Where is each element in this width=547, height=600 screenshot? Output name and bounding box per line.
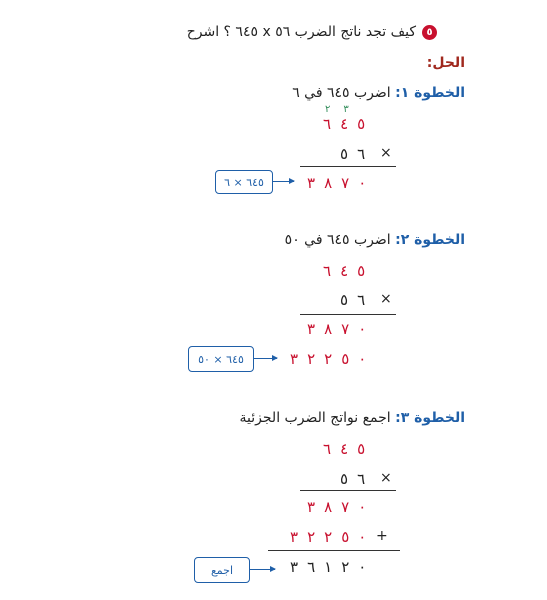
step-3-partial-2: [290, 528, 366, 546]
step-3-heading: [240, 410, 465, 426]
digit: ٨: [324, 174, 333, 192]
digit: ٠: [358, 558, 367, 576]
step-1-text: اضرب ٦٤٥ في ٦: [292, 85, 391, 101]
plus-operator: +: [376, 528, 388, 544]
solution-label: الحل:: [426, 55, 465, 71]
step-2-partial-2: [290, 350, 366, 368]
digit: ٢: [324, 528, 333, 546]
divider-line: [268, 550, 400, 551]
step-1-heading: [292, 85, 465, 101]
step-2-partial-1: [307, 320, 366, 338]
divider-line: [300, 166, 396, 167]
step-3-label: الخطوة ٣:: [395, 410, 465, 426]
digit: ٣: [307, 174, 316, 192]
digit: ٥: [340, 291, 349, 309]
digit: ٦: [307, 558, 316, 576]
digit: ٠: [358, 528, 367, 546]
step-3-multiplier: [340, 470, 365, 488]
step-3-text: اجمع نواتج الضرب الجزئية: [239, 410, 391, 426]
multiply-operator: ×: [380, 145, 392, 161]
step-1-label: الخطوة ١:: [395, 85, 465, 101]
digit: ٥: [341, 528, 350, 546]
divider-line: [300, 314, 396, 315]
digit: ٤: [340, 440, 349, 458]
arrow-icon: [249, 569, 275, 570]
step-1-note-box: ٦٤٥ × ٦: [215, 170, 273, 194]
step-1-multiplier: [340, 145, 365, 163]
digit: ٦: [357, 291, 366, 309]
step-3-note-box: اجمع: [194, 557, 250, 583]
digit: ٢: [307, 350, 316, 368]
carry-digit: ٢: [325, 104, 331, 115]
step-2-note-box: ٦٤٥ × ٥٠: [188, 346, 254, 372]
digit: ٨: [324, 498, 333, 516]
step-2-heading: [285, 232, 465, 248]
multiply-operator: ×: [380, 291, 392, 307]
step-3-multiplicand: [323, 440, 365, 458]
digit: ٥: [340, 145, 349, 163]
step-1-carries: [325, 104, 349, 115]
digit: ٤: [340, 115, 349, 133]
digit: ٣: [290, 350, 299, 368]
digit: ١: [324, 558, 333, 576]
step-2-multiplier: [340, 291, 365, 309]
digit: ٦: [323, 115, 332, 133]
digit: ٢: [324, 350, 333, 368]
multiply-operator: ×: [380, 470, 392, 486]
digit: ٣: [290, 528, 299, 546]
step-2-multiplicand: [323, 262, 365, 280]
question-text: كيف تجد ناتج الضرب ٥٦ x ٦٤٥ ؟ اشرح: [186, 24, 416, 40]
digit: ٠: [358, 498, 367, 516]
digit: ٨: [324, 320, 333, 338]
step-1-result: [307, 174, 366, 192]
digit: ٣: [307, 498, 316, 516]
digit: ٥: [341, 350, 350, 368]
step-1-multiplicand: [323, 115, 365, 133]
step-3-total: [290, 558, 366, 576]
digit: ٦: [357, 470, 366, 488]
digit: ٣: [290, 558, 299, 576]
digit: ٦: [357, 145, 366, 163]
step-2-text: اضرب ٦٤٥ في ٥٠: [284, 232, 391, 248]
arrow-icon: [272, 181, 294, 182]
arrow-icon: [253, 358, 277, 359]
digit: ٧: [341, 320, 350, 338]
divider-line: [300, 490, 396, 491]
digit: ٥: [357, 262, 366, 280]
digit: ٦: [323, 262, 332, 280]
digit: ٤: [340, 262, 349, 280]
digit: ٣: [307, 320, 316, 338]
digit: ٢: [307, 528, 316, 546]
digit: ٥: [340, 470, 349, 488]
carry-digit: ٣: [343, 104, 349, 115]
digit: ٢: [341, 558, 350, 576]
digit: ٠: [358, 174, 367, 192]
digit: ٥: [357, 440, 366, 458]
digit: ٧: [341, 498, 350, 516]
step-3-partial-1: [307, 498, 366, 516]
question-line: [187, 24, 437, 40]
digit: ٠: [358, 320, 367, 338]
digit: ٧: [341, 174, 350, 192]
digit: ٥: [357, 115, 366, 133]
step-2-label: الخطوة ٢:: [395, 232, 465, 248]
digit: ٠: [358, 350, 367, 368]
question-number-badge: ٥: [422, 25, 437, 40]
digit: ٦: [323, 440, 332, 458]
